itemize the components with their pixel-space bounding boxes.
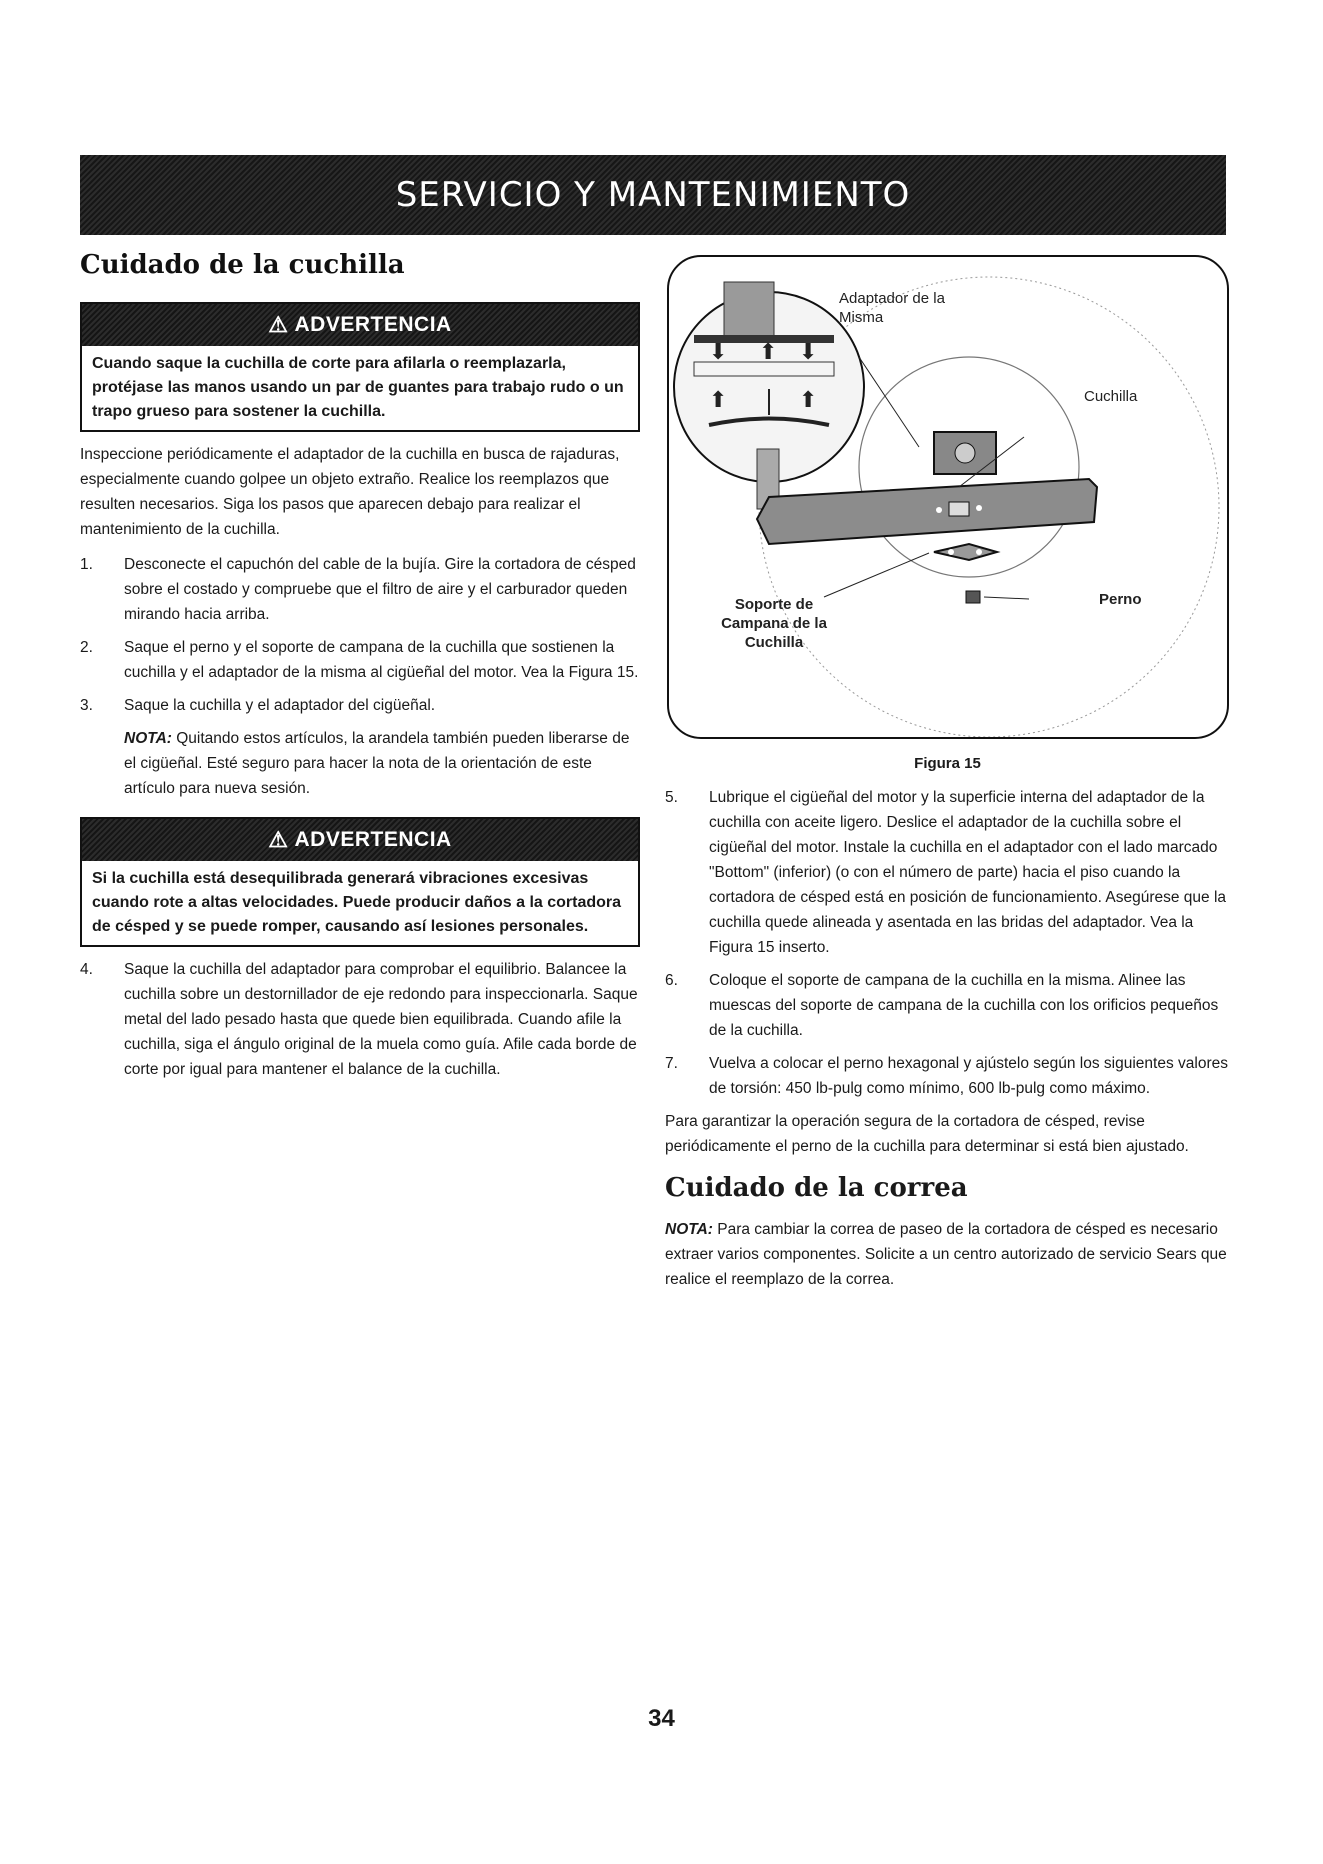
nota-text-2: Para cambiar la correa de paseo de la cortadora de césped es necesario extraer varios componentes. Solicite a un centro autorizado de servicio Sears que realice el reemplazo de la correa. [665,1221,1227,1288]
step-item [80,957,640,1082]
label-perno: Perno [1099,591,1142,608]
step-item [80,635,640,685]
step-number: 4. [80,961,93,978]
warning-text-2: Si la cuchilla está desequilibrada generará vibraciones excesivas cuando rote a altas velocidades. Puede producir daños a la cortadora de césped y se puede romper, causando así lesiones personales. [92,870,622,935]
label-adaptador: Adaptador de la Misma [839,290,945,326]
step-text: Coloque el soporte de campana de la cuchilla en la misma. Alinee las muescas del soporte de campana de la cuchilla con los orificios pequeños de la cuchilla. [709,972,1219,1039]
step-text: Desconecte el capuchón del cable de la bujía. Gire la cortadora de césped sobre el costado y compruebe que el filtro de aire y el carburador queden mirando hacia arriba. [124,556,636,623]
svg-text:⬆: ⬆ [759,340,778,365]
section-banner [80,155,1226,235]
svg-text:⬆: ⬆ [799,388,818,413]
step-number: 1. [80,556,93,573]
step-item [80,693,640,718]
step-item [665,968,1230,1043]
step-text: Saque la cuchilla y el adaptador del cigüeñal. [124,697,436,714]
svg-text:⬆: ⬆ [709,388,728,413]
step-item [665,1051,1230,1101]
step-number: 7. [665,1055,678,1072]
steps-list-left-2 [80,957,640,1082]
warning-text-1: Cuando saque la cuchilla de corte para afilarla o reemplazarla, protéjase las manos usando un par de guantes para trabajo rudo o un trapo grueso para sostener la cuchilla. [92,355,624,420]
belt-section-title: Cuidado de la correa [665,1173,968,1203]
nota-1 [124,726,640,801]
steps-list-right [665,785,1230,1101]
nota-text-1: Quitando estos artículos, la arandela también pueden liberarse de el cigüeñal. Esté seguro para hacer la nota de la orientación de este artículo para nueva sesión. [124,730,630,797]
step-text: Saque la cuchilla del adaptador para comprobar el equilibrio. Balancee la cuchilla sobre un destornillador de eje redondo para inspeccionarla. Saque metal del lado pesado hasta que quede bien equilibrada. Cuando afile la cuchilla, siga el ángulo original de la muela como guía. Afile cada borde de corte por igual para mantener el balance de la cuchilla. [124,961,638,1078]
steps-list-left [80,552,640,718]
figure-15 [667,255,1229,739]
left-column [80,250,640,1090]
figure-caption: Figura 15 [914,755,981,772]
warning-triangle-icon: ⚠ [268,312,289,337]
label-soporte: Soporte de Campana de la Cuchilla [721,596,827,651]
label-cuchilla: Cuchilla [1084,388,1138,405]
step-text: Saque el perno y el soporte de campana de la cuchilla que sostienen la cuchilla y el adaptador de la misma al cigüeñal del motor. Vea la Figura 15. [124,639,639,681]
nota-2 [665,1217,1230,1292]
page-number: 34 [648,1705,675,1732]
step-text: Vuelva a colocar el perno hexagonal y ajústelo según los siguientes valores de torsión: 450 lb-pulg como mínimo, 600 lb-pulg como máximo. [709,1055,1229,1097]
step-item [80,552,640,627]
warning-box-1 [80,302,640,432]
svg-text:⬇: ⬇ [799,340,818,365]
nota-label-1: NOTA: [124,730,172,747]
warning-header-2 [82,819,638,861]
step-number: 5. [665,789,678,806]
warning-box-2 [80,817,640,947]
warning-label-1: ADVERTENCIA [294,313,452,336]
step-text: Lubrique el cigüeñal del motor y la superficie interna del adaptador de la cuchilla con aceite ligero. Deslice el adaptador de la cuchilla sobre el cigüeñal del motor. Instale la cuchilla en el adaptador con el lado marcado "Bottom" (inferior) (o con el número de parte) hacia el piso cuando la cortadora de césped está en posición de funcionamiento. Asegúrese que la cuchilla quede alineada y asentada en las bridas del adaptador. Vea la Figura 15 inserto. [709,789,1227,956]
warning-triangle-icon: ⚠ [268,827,289,852]
section-title: Cuidado de la cuchilla [80,250,405,280]
intro-paragraph: Inspeccione periódicamente el adaptador de la cuchilla en busca de rajaduras, especialmente cuando golpee un objeto extraño. Realice los reemplazos que resulten necesarios. Siga los pasos que aparecen debajo para realizar el mantenimiento de la cuchilla. [80,446,620,538]
step-number: 6. [665,972,678,989]
step-number: 2. [80,639,93,656]
right-column [665,785,1230,1302]
step-number: 3. [80,697,93,714]
banner-title: SERVICIO Y MANTENIMIENTO [395,175,911,215]
closing-paragraph: Para garantizar la operación segura de la cortadora de césped, revise periódicamente el perno de la cuchilla para determinar si está bien ajustado. [665,1113,1189,1155]
blade-diagram [669,257,1227,737]
svg-text:⬇: ⬇ [709,340,728,365]
step-item [665,785,1230,960]
warning-label-2: ADVERTENCIA [294,828,452,851]
nota-label-2: NOTA: [665,1221,713,1238]
warning-header-1 [82,304,638,346]
